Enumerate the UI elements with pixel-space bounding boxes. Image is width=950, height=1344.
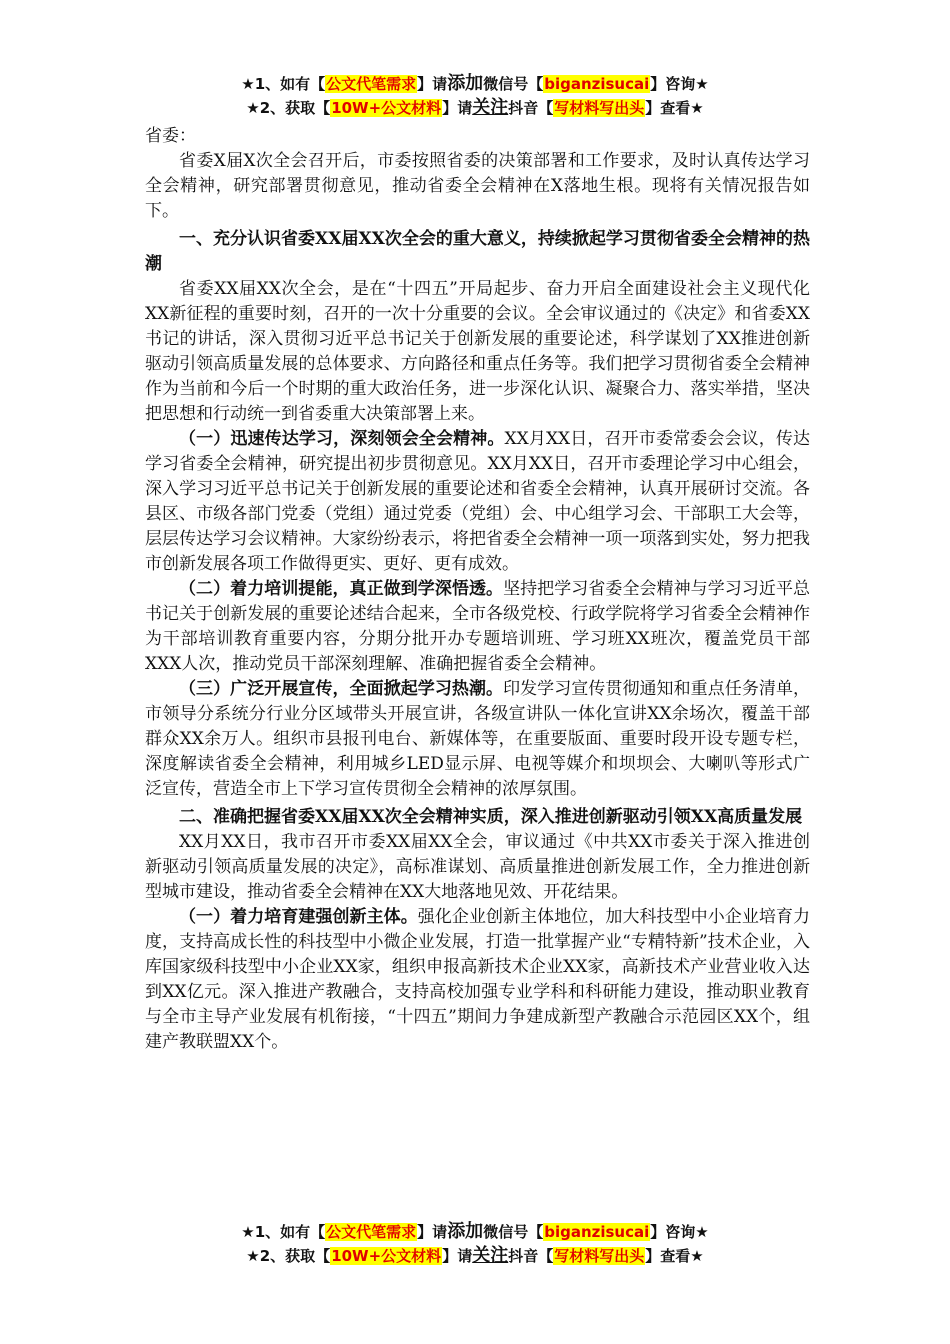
banner-emphasis: 关注 [472,97,509,118]
section-1-heading: 一、充分认识省委XX届XX次全会的重大意义，持续掀起学习贯彻省委全会精神的热潮 [145,229,810,274]
banner-text: ★2、获取【 [246,99,331,117]
item-1-lead: （一）迅速传达学习，深刻领会全会精神。 [179,429,505,449]
banner-text: 】咨询★ [650,1223,709,1241]
banner-text: 】请 [417,75,448,93]
item-2-body: 坚持把学习省委全会精神与学习习近平总书记关于创新发展的重要论述结合起来，全市各级党校、行政学院将学习省委全会精神作为干部培训教育重要内容，分期分批开办专题培训班、学习班XX班次，覆盖党员干部XXX人次，推动党员干部深刻理解、准确把握省委全会精神。 [145,579,811,674]
section-1-paragraph: 省委XX届XX次全会，是在“十四五”开局起步、奋力开启全面建设社会主义现代化XX新征程的重要时刻，召开的一次十分重要的会议。全会审议通过的《决定》和省委XX书记的讲话，深入贯彻习近平总书记关于创新发展的重要论述，科学谋划了XX推进创新驱动引领高质量发展的总体要求、方向路径和重点任务等。我们把学习贯彻省委全会精神作为当前和今后一个时期的重大政治任务，进一步深化认识、凝聚合力、落实举措，坚决把思想和行动统一到省委重大决策部署上来。 [145,279,810,424]
item-2-lead: （二）着力培训提能，真正做到学深悟透。 [179,579,504,599]
banner-highlight: 10W+公文材料 [331,99,442,117]
header-banner-line-1 [0,73,950,95]
banner-emphasis: 关注 [472,1245,509,1266]
banner-emphasis: 添加 [447,73,484,94]
item-3-lead: （三）广泛开展宣传，全面掀起学习热潮。 [179,679,504,699]
item-2-paragraph [145,577,810,677]
banner-highlight: 写材料写出头 [554,99,645,117]
banner-text: 抖音【 [508,99,554,117]
banner-text: 】请 [442,99,473,117]
banner-highlight: biganzisucai [544,75,650,93]
document-body [145,124,810,1055]
banner-text: 】请 [442,1247,473,1265]
footer-banner-line-2 [0,1245,950,1267]
banner-text: 抖音【 [508,1247,554,1265]
section-2-heading: 二、准确把握省委XX届XX次全会精神实质，深入推进创新驱动引领XX高质量发展 [179,807,803,827]
banner-text: 微信号【 [483,75,544,93]
item-4-paragraph [145,905,810,1055]
banner-text: ★2、获取【 [246,1247,331,1265]
item-1-body: XX月XX日，召开市委常委会会议，传达学习省委全会精神，研究提出初步贯彻意见。XX月XX日，召开市委理论学习中心组会，深入学习习近平总书记关于创新发展的重要论述和省委全会精神，认真开展研讨交流。各县区、市级各部门党委（党组）通过党委（党组）会、中心组学习会、干部职工大会等，层层传达学习会议精神。大家纷纷表示，将把省委全会精神一项一项落到实处，努力把我市创新发展各项工作做得更实、更好、更有成效。 [145,429,810,574]
banner-text: 】查看★ [645,1247,704,1265]
banner-text: ★1、如有【 [241,75,326,93]
item-1-paragraph [145,427,810,577]
banner-text: 】查看★ [645,99,704,117]
header-banner-line-2 [0,97,950,119]
banner-text: 微信号【 [483,1223,544,1241]
item-3-body: 印发学习宣传贯彻通知和重点任务清单，市领导分系统分行业分区域带头开展宣讲，各级宣讲队一体化宣讲XX余场次，覆盖干部群众XX余万人。组织市县报刊电台、新媒体等，在重要版面、重要时段开设专题专栏，深度解读省委全会精神，利用城乡LED显示屏、电视等媒介和坝坝会、大喇叭等形式广泛宣传，营造全市上下学习宣传贯彻全会精神的浓厚氛围。 [145,679,811,799]
banner-text: 】请 [417,1223,448,1241]
banner-highlight: 公文代笔需求 [326,1223,417,1241]
item-4-body: 强化企业创新主体地位，加大科技型中小企业培育力度，支持高成长性的科技型中小微企业发展，打造一批掌握产业“专精特新”技术企业，入库国家级科技型中小企业XX家，组织申报高新技术企业XX家，高新技术产业营业收入达到XX亿元。深入推进产教融合，支持高校加强专业学科和科研能力建设，推动职业教育与全市主导产业发展有机衔接，“十四五”期间力争建成新型产教融合示范园区XX个，组建产教联盟XX个。 [145,907,811,1052]
section-2-paragraph: XX月XX日，我市召开市委XX届XX全会，审议通过《中共XX市委关于深入推进创新驱动引领高质量发展的决定》，高标准谋划、高质量推进创新发展工作，全力推进创新型城市建设，推动省委全会精神在XX大地落地见效、开花结果。 [145,832,810,902]
banner-text: ★1、如有【 [241,1223,326,1241]
intro-paragraph: 省委X届X次全会召开后，市委按照省委的决策部署和工作要求，及时认真传达学习全会精神，研究部署贯彻意见，推动省委全会精神在X落地生根。现将有关情况报告如下。 [145,151,810,221]
banner-highlight: 写材料写出头 [554,1247,645,1265]
banner-highlight: biganzisucai [544,1223,650,1241]
banner-highlight: 公文代笔需求 [326,75,417,93]
banner-text: 】咨询★ [650,75,709,93]
salutation: 省委： [145,126,196,146]
banner-highlight: 10W+公文材料 [331,1247,442,1265]
footer-banner-line-1 [0,1221,950,1243]
item-4-lead: （一）着力培育建强创新主体。 [179,907,418,927]
item-3-paragraph [145,677,810,802]
banner-emphasis: 添加 [447,1221,484,1242]
